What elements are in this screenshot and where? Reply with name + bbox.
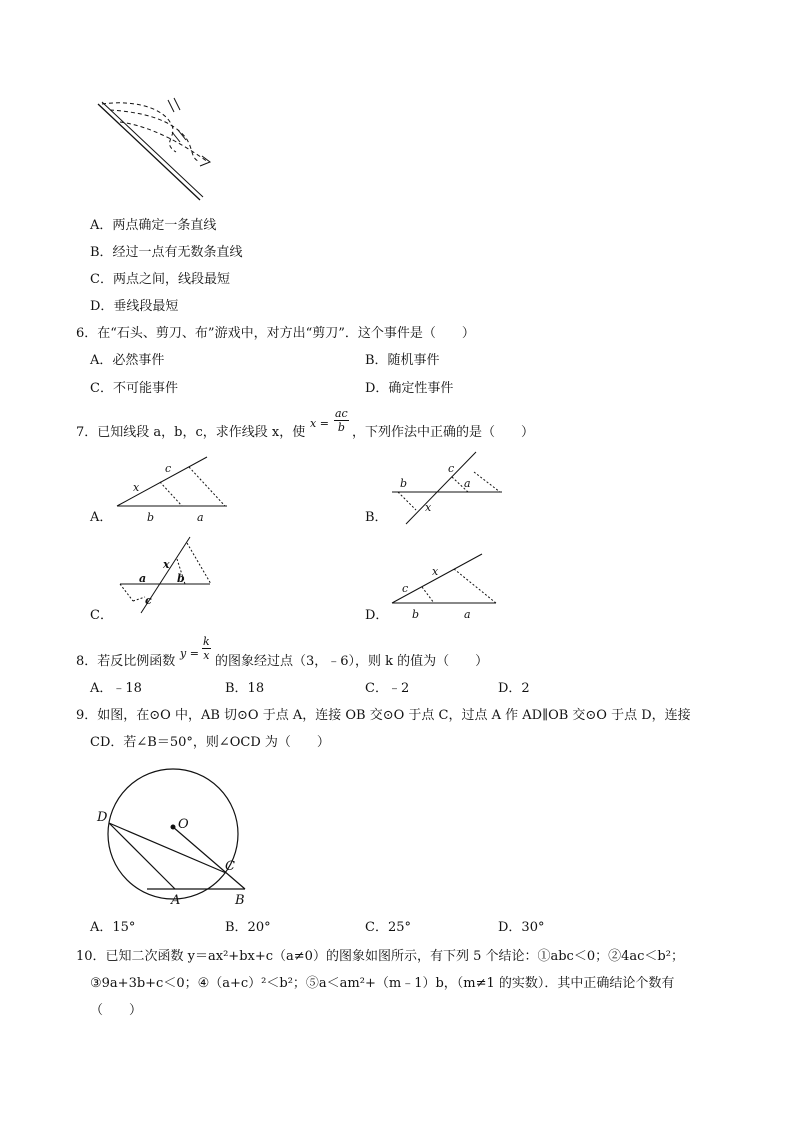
- q8-stem-a: 8．若反比例函数: [76, 654, 176, 669]
- q5-option-c: C．两点之间，线段最短: [90, 272, 230, 287]
- q8-option-c: C．﹣2: [365, 681, 410, 696]
- label-d: D: [97, 810, 108, 825]
- q7-formula-denominator: b: [337, 421, 345, 434]
- q8-formula-fraction: [202, 636, 211, 661]
- label-b: B: [235, 893, 245, 908]
- q5-option-a: A．两点确定一条直线: [90, 218, 217, 233]
- circle-o: [108, 769, 238, 899]
- slant-line: [117, 457, 207, 506]
- q7-stem-b: ，下列作法中正确的是（ ）: [352, 425, 535, 440]
- q10-stem-line2: ③9a+3b+c＜0；④（a+c）²＜b²；⑤a＜am²+（m﹣1）b，（m≠1 的实数）．其中正确结论个数有: [90, 976, 675, 991]
- label-c: c: [145, 594, 152, 607]
- label-c: C: [225, 859, 235, 874]
- wall-line-inner: [102, 102, 203, 197]
- marker-4: [178, 130, 186, 140]
- q7-formula-fraction: [334, 408, 349, 433]
- label-c: c: [165, 462, 172, 475]
- dashed-path-3: [120, 122, 208, 162]
- q5-option-b: B．经过一点有无数条直线: [90, 245, 243, 260]
- label-c: c: [402, 582, 409, 595]
- q8-option-b: B．18: [225, 681, 265, 696]
- q8-formula-numerator: k: [203, 635, 210, 648]
- label-a: a: [464, 608, 471, 621]
- label-x: x: [425, 501, 432, 514]
- marker-1: [168, 100, 174, 112]
- q9-option-c: C．25°: [365, 920, 411, 935]
- dotted-line-1: [160, 482, 182, 506]
- dotted-line-1: [422, 587, 434, 603]
- q8-option-d: D．2: [498, 681, 530, 696]
- segment-ob: [173, 827, 245, 889]
- foot-arrow: [200, 156, 210, 166]
- marker-2: [174, 98, 180, 110]
- q8-formula-lhs: y =: [180, 647, 199, 660]
- dotted-line-2: [189, 467, 225, 506]
- q7-figure-b: [392, 450, 507, 525]
- q7-formula-lhs: x =: [310, 417, 329, 430]
- q5-option-d: D．垂线段最短: [90, 299, 179, 314]
- q7-stem-a: 7．已知线段 a，b，c，求作线段 x，使: [76, 425, 306, 440]
- q9-option-b: B．20°: [225, 920, 271, 935]
- wall-line: [98, 104, 200, 200]
- q8-formula-denominator: x: [203, 649, 210, 662]
- q10-stem-line3: （ ）: [90, 1003, 143, 1018]
- dotted-line-2: [454, 569, 496, 603]
- slant-line: [392, 554, 482, 603]
- q6-stem: 6．在“石头、剪刀、布”游戏中，对方出“剪刀”．这个事件是（ ）: [76, 326, 475, 341]
- q9-option-d: D．30°: [498, 920, 545, 935]
- segment-da: [109, 823, 175, 889]
- label-a: a: [139, 572, 147, 585]
- q7-figure-c: [115, 535, 225, 615]
- label-a: A: [171, 893, 181, 908]
- q7-figure-d: [392, 552, 507, 622]
- label-x: x: [163, 558, 170, 571]
- q7-figure-a: [115, 455, 230, 525]
- q7-option-d: D．: [365, 608, 389, 623]
- q5-path-figure: [90, 92, 230, 207]
- q9-option-a: A．15°: [90, 920, 136, 935]
- dashed-path-2: [110, 110, 200, 162]
- label-c: c: [448, 462, 455, 475]
- dotted-line-2: [474, 472, 500, 492]
- q6-option-a: A．必然事件: [90, 353, 165, 368]
- q9-stem-line2: CD．若∠B＝50°，则∠OCD 为（ ）: [90, 735, 330, 750]
- dotted-line-4: [133, 597, 145, 601]
- dotted-line-1: [187, 543, 211, 584]
- q7-formula-numerator: ac: [335, 407, 348, 420]
- label-o: O: [178, 817, 189, 832]
- label-b: b: [147, 511, 155, 524]
- dotted-line-3: [398, 492, 416, 510]
- q6-option-d: D．确定性事件: [365, 381, 454, 396]
- q6-option-b: B．随机事件: [365, 353, 440, 368]
- label-x: x: [133, 481, 140, 494]
- label-x: x: [432, 565, 439, 578]
- q7-option-b: B．: [365, 510, 388, 525]
- q7-option-a: A．: [90, 510, 113, 525]
- label-b: b: [177, 572, 185, 585]
- label-a: a: [197, 511, 204, 524]
- q10-stem-line1: 10．已知二次函数 y＝ax²+bx+c（a≠0）的图象如图所示，有下列 5 个结论：①abc＜0；②4ac＜b²；: [76, 949, 684, 964]
- q8-stem-b: 的图象经过点（3，﹣6），则 k 的值为（ ）: [215, 654, 489, 669]
- q9-stem-line1: 9．如图，在⊙O 中，AB 切⊙O 于点 A，连接 OB 交⊙O 于点 C，过点 A 作 AD∥OB 交⊙O 于点 D，连接: [76, 708, 691, 723]
- dotted-line-3: [120, 584, 133, 601]
- q8-option-a: A．﹣18: [90, 681, 142, 696]
- q6-option-c: C．不可能事件: [90, 381, 178, 396]
- segment-dc: [109, 823, 226, 873]
- q9-circle-figure: [95, 770, 255, 910]
- q7-option-c: C．: [90, 608, 113, 623]
- label-b: b: [412, 608, 420, 621]
- label-b: b: [400, 477, 408, 490]
- label-a: a: [464, 477, 471, 490]
